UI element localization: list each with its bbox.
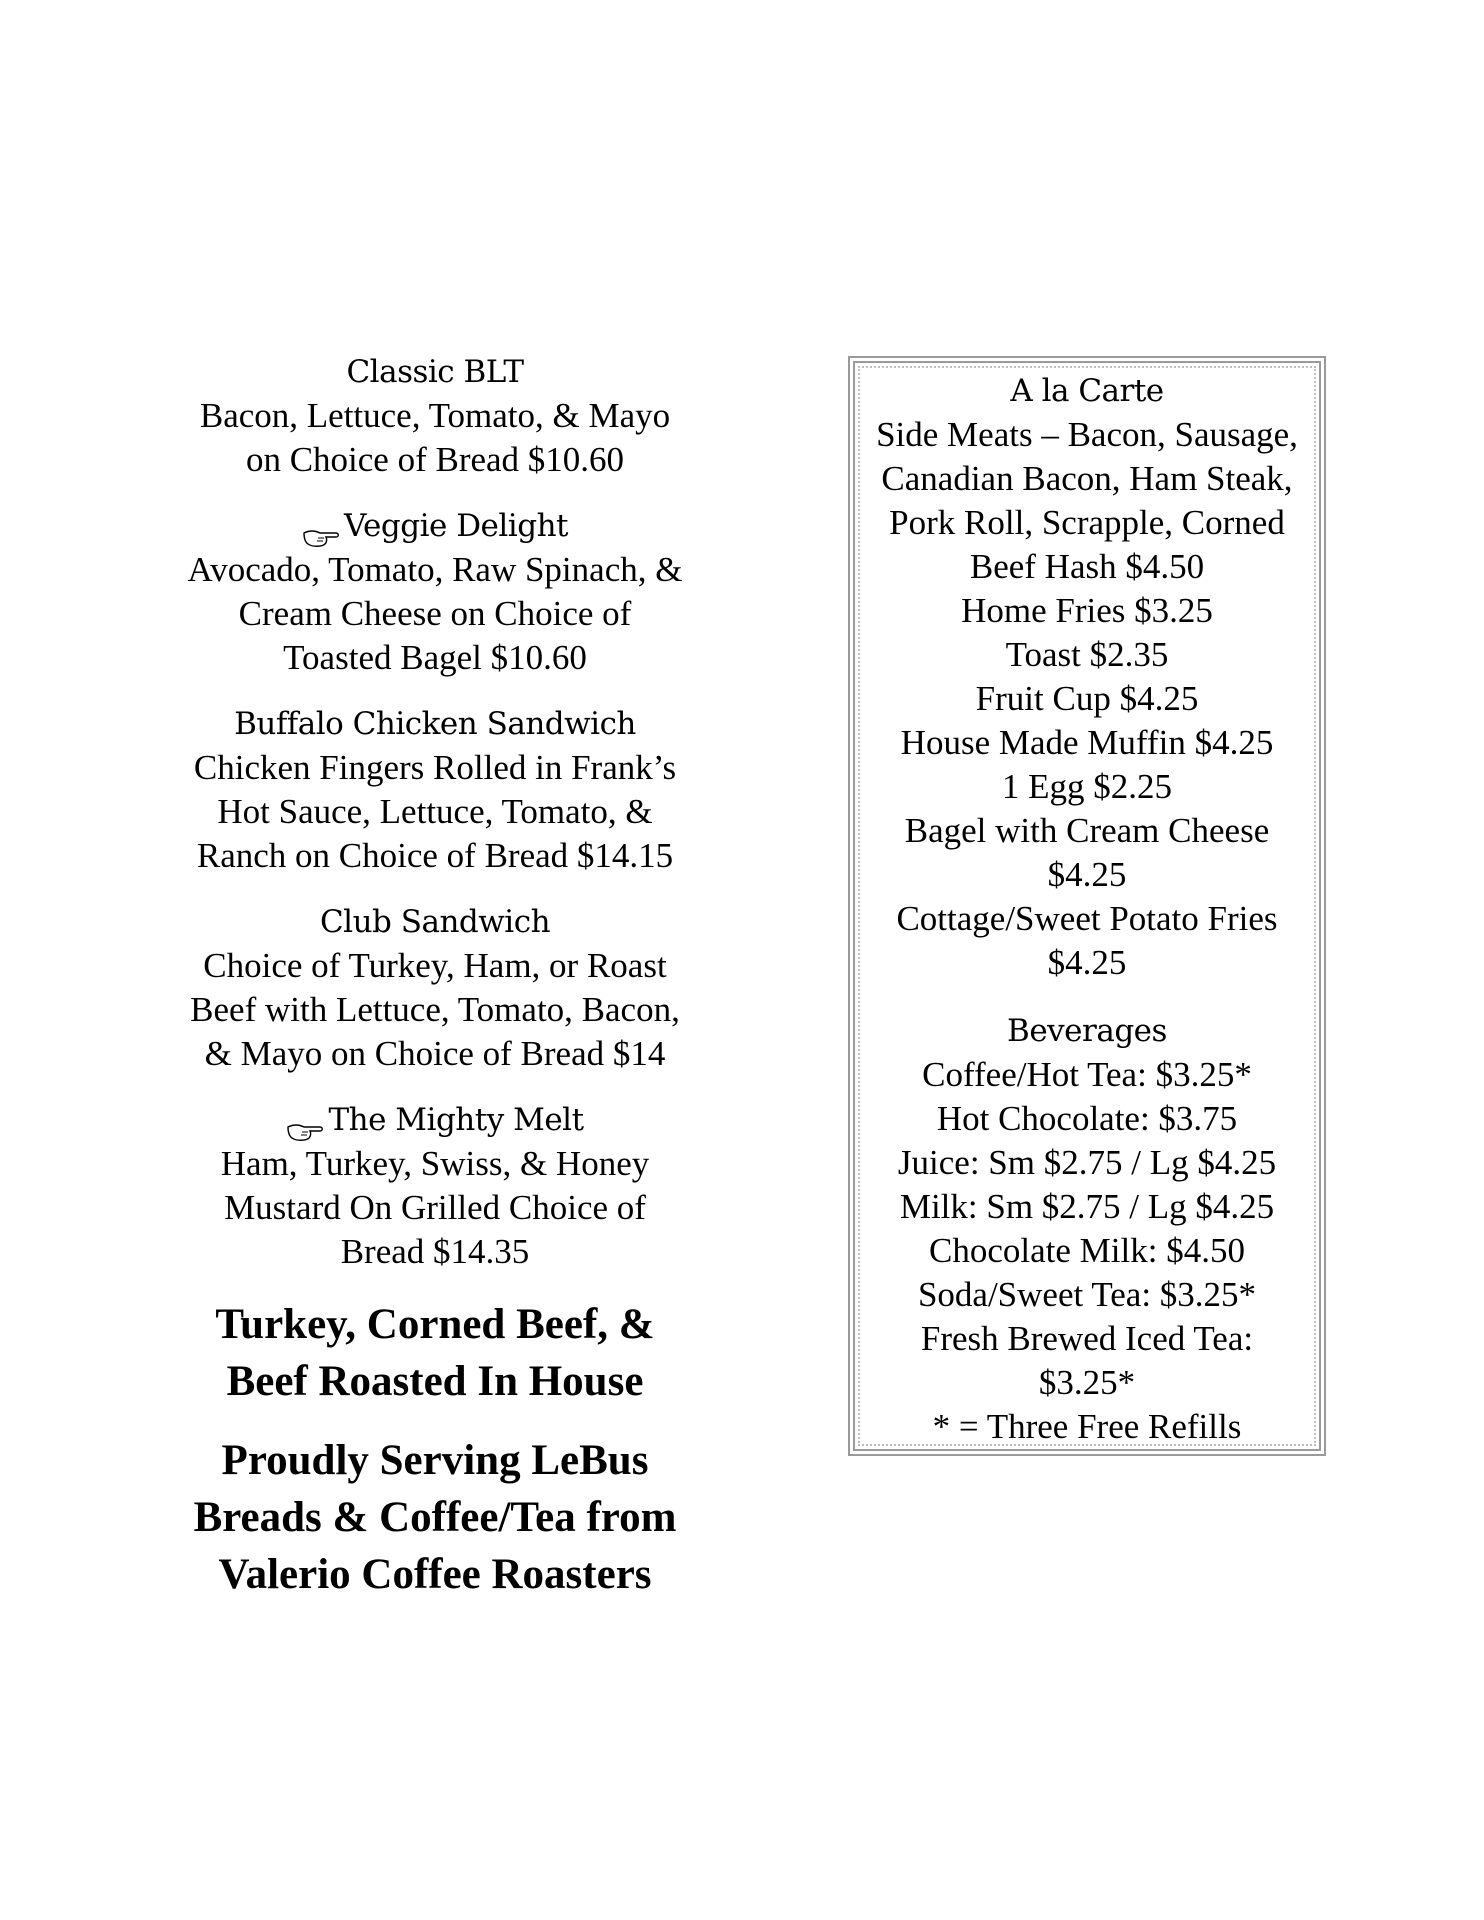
notice-line: Beef Roasted In House	[226, 1358, 644, 1405]
a-la-carte-line: $4.25	[1047, 855, 1127, 894]
item-desc-line: Bread $14.35	[340, 1232, 530, 1271]
beverage-line: Hot Chocolate: $3.75	[936, 1099, 1238, 1138]
menu-item-buffalo-chicken-sandwich	[160, 702, 710, 878]
a-la-carte-line: $4.25	[1047, 943, 1127, 982]
a-la-carte-line: Bagel with Cream Cheese	[904, 811, 1270, 850]
a-la-carte-line: Pork Roll, Scrapple, Corned	[889, 503, 1285, 542]
item-title: The Mighty Melt	[160, 1098, 710, 1142]
pointing-hand-icon	[302, 517, 342, 539]
sandwich-column	[160, 350, 710, 1603]
item-title: Classic BLT	[346, 354, 524, 390]
a-la-carte-beverages-box	[848, 356, 1326, 1456]
item-desc-line: on Choice of Bread $10.60	[245, 440, 625, 479]
item-title: Club Sandwich	[319, 904, 551, 940]
a-la-carte-line: Beef Hash $4.50	[969, 547, 1205, 586]
menu-item-classic-blt	[160, 350, 710, 482]
a-la-carte-line: Cottage/Sweet Potato Fries	[896, 899, 1278, 938]
a-la-carte-line: 1 Egg $2.25	[1001, 767, 1173, 806]
a-la-carte-line: Home Fries $3.25	[961, 591, 1213, 630]
notice-line: Proudly Serving LeBus	[221, 1437, 649, 1484]
notice-line: Valerio Coffee Roasters	[218, 1551, 652, 1598]
item-desc-line: Hot Sauce, Lettuce, Tomato, &	[217, 792, 653, 831]
item-desc-line: Cream Cheese on Choice of	[238, 594, 632, 633]
pointing-hand-icon	[286, 1111, 326, 1133]
a-la-carte-line: House Made Muffin $4.25	[900, 723, 1274, 762]
menu-item-the-mighty-melt	[160, 1098, 710, 1274]
beverages-title: Beverages	[1007, 1013, 1167, 1049]
a-la-carte-line: Side Meats – Bacon, Sausage,	[876, 415, 1298, 454]
a-la-carte-title: A la Carte	[1010, 373, 1164, 409]
beverage-line: Juice: Sm $2.75 / Lg $4.25	[897, 1143, 1277, 1182]
item-desc-line: Chicken Fingers Rolled in Frank’s	[193, 748, 677, 787]
item-desc-line: Mustard On Grilled Choice of	[224, 1188, 646, 1227]
beverage-line: Fresh Brewed Iced Tea:	[920, 1319, 1254, 1358]
item-desc-line: Ham, Turkey, Swiss, & Honey	[220, 1144, 650, 1183]
beverage-line: Soda/Sweet Tea: $3.25*	[917, 1275, 1257, 1314]
section-spacer	[855, 985, 1319, 1009]
menu-item-veggie-delight	[160, 504, 710, 680]
item-title: Buffalo Chicken Sandwich	[234, 706, 636, 742]
beverage-line: $3.25*	[1038, 1363, 1136, 1402]
item-desc-line: Beef with Lettuce, Tomato, Bacon,	[190, 990, 680, 1029]
item-title: Veggie Delight	[160, 504, 710, 548]
item-desc-line: Toasted Bagel $10.60	[283, 638, 587, 677]
suppliers-notice	[160, 1432, 710, 1603]
item-desc-line: Bacon, Lettuce, Tomato, & Mayo	[199, 396, 671, 435]
beverage-line: Milk: Sm $2.75 / Lg $4.25	[899, 1187, 1275, 1226]
item-desc-line: Avocado, Tomato, Raw Spinach, &	[187, 550, 683, 589]
in-house-roasting-notice	[160, 1296, 710, 1410]
menu-item-club-sandwich	[160, 900, 710, 1076]
a-la-carte-line: Canadian Bacon, Ham Steak,	[881, 459, 1293, 498]
item-desc-line: & Mayo on Choice of Bread $14	[204, 1034, 666, 1073]
notice-line: Breads & Coffee/Tea from	[193, 1494, 677, 1541]
item-desc-line: Ranch on Choice of Bread $14.15	[196, 836, 674, 875]
a-la-carte-line: Fruit Cup $4.25	[975, 679, 1199, 718]
notice-line: Turkey, Corned Beef, &	[215, 1301, 655, 1348]
item-desc-line: Choice of Turkey, Ham, or Roast	[203, 946, 667, 985]
beverage-line: * = Three Free Refills	[932, 1407, 1242, 1446]
beverage-line: Coffee/Hot Tea: $3.25*	[922, 1055, 1252, 1094]
a-la-carte-line: Toast $2.35	[1005, 635, 1169, 674]
beverage-line: Chocolate Milk: $4.50	[929, 1231, 1245, 1270]
